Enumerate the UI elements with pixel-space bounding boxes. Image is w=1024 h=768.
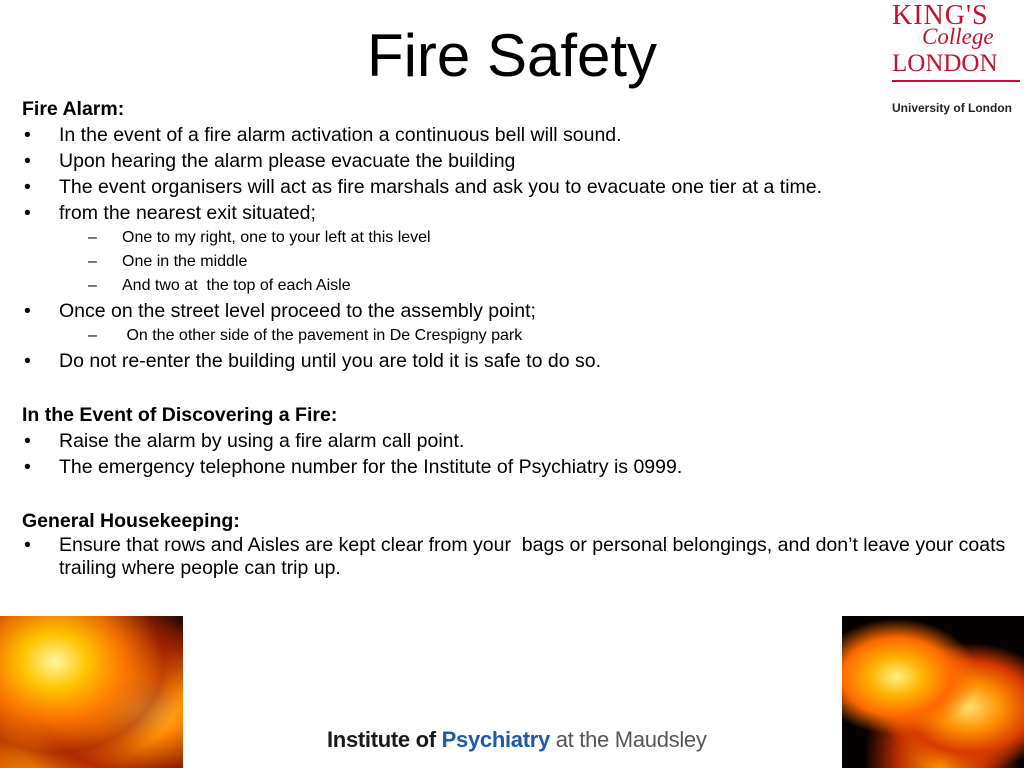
bullet-marker: • bbox=[24, 300, 31, 322]
list-item-text: Ensure that rows and Aisles are kept clear from your bags or personal belongings, and don’t leave your coats trailing where people can trip up. bbox=[59, 534, 1011, 579]
footer-logo-part2: Psychiatry bbox=[441, 727, 550, 752]
dash-marker: – bbox=[88, 253, 97, 270]
bullet-marker: • bbox=[24, 534, 31, 556]
dash-marker: – bbox=[88, 327, 97, 344]
list-item bbox=[22, 122, 1007, 148]
slide-body bbox=[22, 96, 1011, 580]
dash-marker: – bbox=[88, 277, 97, 294]
logo-rule bbox=[892, 80, 1020, 82]
bullet-marker: • bbox=[24, 124, 31, 146]
sub-list-item-text: On the other side of the pavement in De Crespigny park bbox=[122, 327, 523, 344]
spacer bbox=[22, 374, 1007, 402]
list-item-text: In the event of a fire alarm activation a continuous bell will sound. bbox=[59, 124, 622, 146]
list-item-text: The event organisers will act as fire marshals and ask you to evacuate one tier at a time. bbox=[59, 176, 823, 198]
bullet-marker: • bbox=[24, 456, 31, 478]
sub-list-item-text: One in the middle bbox=[122, 253, 248, 270]
list-item-text: Do not re-enter the building until you are told it is safe to do so. bbox=[59, 350, 601, 372]
logo-line-kings: KING'S bbox=[892, 0, 989, 31]
bullet-marker: • bbox=[24, 202, 31, 224]
bullet-marker: • bbox=[24, 350, 31, 372]
institute-of-psychiatry-logo bbox=[327, 727, 707, 753]
dash-marker: – bbox=[88, 229, 97, 246]
list-item bbox=[22, 428, 1007, 454]
list-item bbox=[22, 534, 1011, 580]
sub-list-item bbox=[22, 250, 1007, 274]
sub-list-item bbox=[22, 226, 1007, 250]
list-item bbox=[22, 348, 1007, 374]
sub-list-item bbox=[22, 274, 1007, 298]
spacer bbox=[22, 480, 1007, 508]
list-item bbox=[22, 200, 1007, 226]
housekeeping-heading: General Housekeeping: bbox=[22, 510, 240, 532]
list-item-text: Raise the alarm by using a fire alarm call point. bbox=[59, 430, 465, 452]
slide-title: Fire Safety bbox=[366, 22, 658, 89]
fire-image-left bbox=[0, 616, 183, 768]
logo-line-college: College bbox=[922, 24, 994, 49]
logo-line-london: LONDON bbox=[892, 50, 998, 77]
logo-line-university: University of London bbox=[892, 101, 1012, 115]
list-item-text: from the nearest exit situated; bbox=[59, 202, 316, 224]
fire-image-right bbox=[842, 616, 1024, 768]
list-item bbox=[22, 454, 1007, 480]
list-item-text: The emergency telephone number for the Institute of Psychiatry is 0999. bbox=[59, 456, 683, 478]
bullet-marker: • bbox=[24, 176, 31, 198]
fire-alarm-heading: Fire Alarm: bbox=[22, 98, 125, 120]
list-item bbox=[22, 174, 1007, 200]
footer-logo-part1: Institute of bbox=[327, 727, 442, 752]
discovering-fire-heading: In the Event of Discovering a Fire: bbox=[22, 404, 338, 426]
sub-list-item bbox=[22, 324, 1007, 348]
list-item-text: Upon hearing the alarm please evacuate the building bbox=[59, 150, 516, 172]
footer-logo-part3: at the Maudsley bbox=[549, 727, 707, 752]
list-item-text: Once on the street level proceed to the assembly point; bbox=[59, 300, 536, 322]
list-item bbox=[22, 148, 1007, 174]
sub-list-item-text: One to my right, one to your left at this level bbox=[122, 229, 431, 246]
sub-list-item-text: And two at the top of each Aisle bbox=[122, 277, 351, 294]
list-item bbox=[22, 298, 1007, 324]
bullet-marker: • bbox=[24, 150, 31, 172]
bullet-marker: • bbox=[24, 430, 31, 452]
